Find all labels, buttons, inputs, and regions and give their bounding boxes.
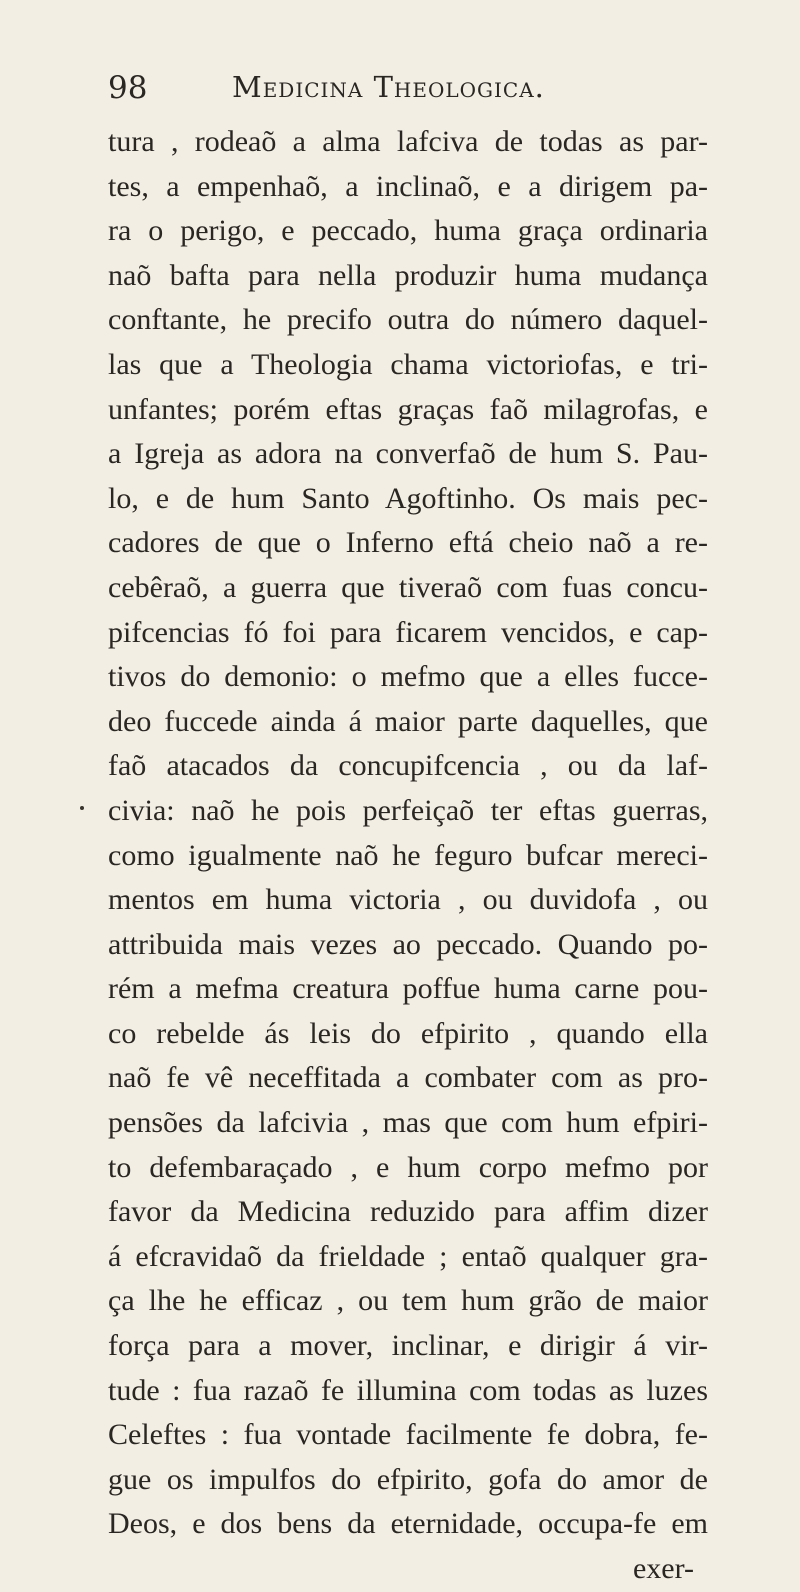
catchword: exer- xyxy=(632,1552,694,1585)
text-line: tes, a empenhaõ, a inclinaõ, e a dirigem pa- xyxy=(108,169,708,203)
text-line: Celeftes : fua vontade facilmente fe dobra, fe- xyxy=(108,1418,708,1452)
text-line: pifcencias fó foi para ficarem vencidos, e cap- xyxy=(108,615,708,649)
text-line: ra o perigo, e peccado, huma graça ordinaria xyxy=(108,214,708,248)
margin-mark xyxy=(80,806,84,810)
text-line: naõ fe vê neceffitada a combater com as pro- xyxy=(108,1061,708,1095)
text-line: las que a Theologia chama victoriofas, e tri- xyxy=(108,347,708,381)
page-number: 98 xyxy=(108,70,148,106)
text-line: força para a mover, inclinar, e dirigir á vir- xyxy=(108,1329,708,1363)
text-line: pensões da lafcivia , mas que com hum efpiri- xyxy=(108,1106,708,1140)
text-line: naõ bafta para nella produzir huma mudança xyxy=(108,258,708,292)
text-line: cadores de que o Inferno eftá cheio naõ a re- xyxy=(108,526,708,560)
text-line: mentos em huma victoria , ou duvidofa , ou xyxy=(108,883,708,917)
text-line: conftante, he precifo outra do número daquel- xyxy=(108,303,708,337)
text-line: lo, e de hum Santo Agoftinho. Os mais pec- xyxy=(108,481,708,515)
running-title: Medicina Theologica. xyxy=(232,70,545,104)
text-line: civia: naõ he pois perfeiçaõ ter eftas guerras, xyxy=(108,793,708,827)
text-line: tude : fua razaõ fe illumina com todas as luzes xyxy=(108,1373,708,1407)
text-line: ça lhe he efficaz , ou tem hum grão de maior xyxy=(108,1284,708,1318)
text-line: unfantes; porém eftas graças faõ milagrofas, e xyxy=(108,392,708,426)
text-line: á efcravidaõ da frieldade ; entaõ qualquer gra- xyxy=(108,1239,708,1273)
text-line: cebêraõ, a guerra que tiveraõ com fuas concu- xyxy=(108,570,708,604)
text-line: como igualmente naõ he feguro bufcar mereci- xyxy=(108,838,708,872)
text-line: tivos do demonio: o mefmo que a elles fucce- xyxy=(108,660,708,694)
text-line: rém a mefma creatura poffue huma carne pou- xyxy=(108,972,708,1006)
text-line: deo fuccede ainda á maior parte daquelles, que xyxy=(108,704,708,738)
running-head xyxy=(108,66,704,112)
text-line: attribuida mais vezes ao peccado. Quando po- xyxy=(108,927,708,961)
text-line: favor da Medicina reduzido para affim dizer xyxy=(108,1195,708,1229)
text-line: co rebelde ás leis do efpirito , quando ella xyxy=(108,1016,708,1050)
text-line: gue os impulfos do efpirito, gofa do amor de xyxy=(108,1462,708,1496)
body-text xyxy=(108,120,708,1592)
text-line: faõ atacados da concupifcencia , ou da laf- xyxy=(108,749,708,783)
text-line: to defembaraçado , e hum corpo mefmo por xyxy=(108,1150,708,1184)
text-line: Deos, e dos bens da eternidade, occupa-fe em xyxy=(108,1507,708,1541)
text-line: a Igreja as adora na converfaõ de hum S. Pau- xyxy=(108,437,708,471)
text-line: tura , rodeaõ a alma lafciva de todas as par- xyxy=(108,125,708,158)
